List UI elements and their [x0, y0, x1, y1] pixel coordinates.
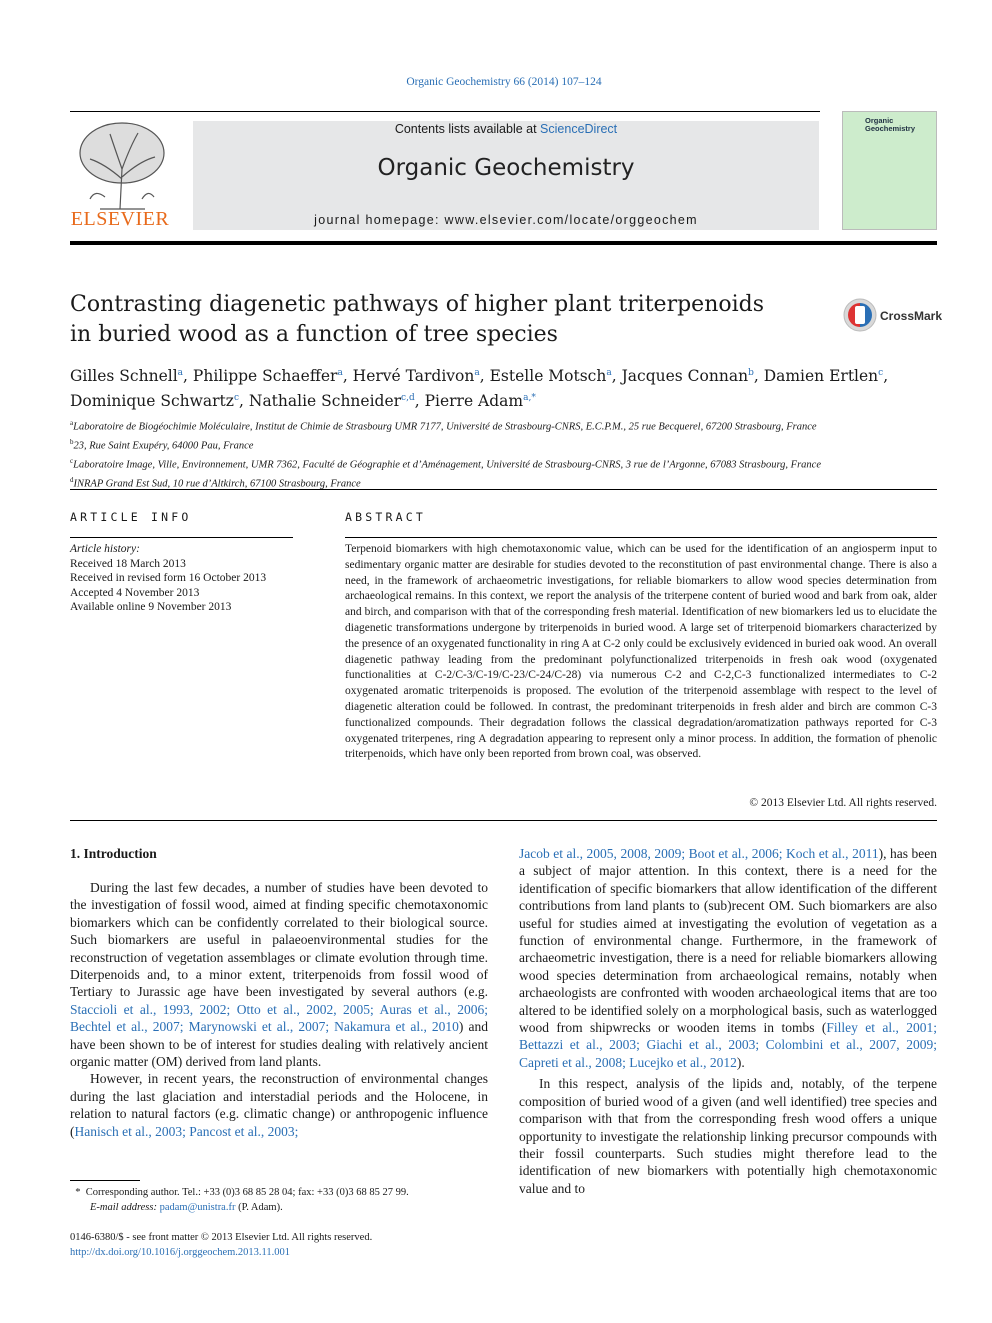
- history-accepted: Accepted 4 November 2013: [70, 586, 200, 599]
- crossmark-label: CrossMark: [880, 309, 943, 323]
- author[interactable]: Jacques Connan$^b$: [621, 367, 754, 386]
- paragraph-continued: Jacob et al., 2005, 2008, 2009; Boot et al., 2006; Koch et al., 2011), has been a subject of major attention. In this context, there is a need for the identification of specific biomarkers that allow identification of the different contributions from land plants to (sub)recent OM. Such biomarkers are also useful for studies aimed at investigating the evolution of vegetation as a function of environmental change. Furthermore, in the framework of archaeometric investigation, there is a need for reliable biomarkers allowing wood species determination from archaeological remains, notably when archaeologists are confronted with wooden archaeological items that are too altered to be identified solely on a morphological basis, such as waterlogged wood from shipwrecks or wooden items in tombs (Filley et al., 2001; Bettazzi et al., 2003; Giachi et al., 2003; Colombini et al., 2007, 2009; Capreti et al., 2008; Lucejko et al., 2012).: [519, 846, 937, 1070]
- footnote-rule: [70, 1180, 140, 1181]
- abstract-heading: ABSTRACT: [345, 510, 426, 524]
- cover-title: [865, 117, 915, 133]
- crossmark-icon: [843, 297, 877, 333]
- reference-link[interactable]: Staccioli et al., 1993, 2002; Otto et al., 2002, 2005; Auras et al., 2006; Bechtel et al., 2007; Marynowski et al., 2007; Nakamura et al., 2010: [70, 1001, 488, 1035]
- history-revised: Received in revised form 16 October 2013: [70, 572, 267, 584]
- abstract-text: Terpenoid biomarkers with high chemotaxonomic value, which can be used for the identification of an angiosperm input to sedimentary organic matter are desirable for studies devoted to the reconstitution of past environmental change. There is also a need, in the framework of archaeometric investigations, for reliable biomarkers to allow wood species determination from archaeological remains. In this context, we report the analysis of the triterpene content of buried wood and bark from oak, alder and birch, and comparison with that of the corresponding fresh material. Identification of new biomarkers led us to elucidate the diagenetic transformations undergone by triterpenoids in buried wood. A large set of triterpenoid biomarkers characterized by the presence of an oxygenated functionality in ring A at C-2 only could be exclusively evidenced in buried oak wood. An overall diagenetic pathway leading from the predominant polyfunctionalized triterpenoids in fresh oak wood (oxygenated functionalities at C-2/C-3/C-19/C-23/C-24/C-28) via numerous C-2 and C-2,C-3 functionalized intermediates to C-2 oxygenated aromatic triterpenoids is proposed. The evolution of the triterpenoid assemblage with respect to the level of diagenetic alteration could be followed. In contrast, the predominant triterpenoids in fresh alder and birch are common C-3 functionalized compounds. Their degradation follows the classical degradation/aromatization pathways reported for C-3 oxygenated triterpenes, ring A degradation appearing to represent only a minor process. In addition, the formation of phenolic triterpenoids, which have only been reported from brown coal, was observed.: [345, 543, 937, 761]
- reference-link[interactable]: Filley et al., 2001; Bettazzi et al., 2003; Giachi et al., 2003; Colombini et al., 2007, 2009; Capreti et al., 2008; Lucejko et al., 2012: [519, 1020, 937, 1070]
- section-heading-introduction: 1. Introduction: [70, 846, 157, 861]
- abstract-rule: [345, 537, 937, 538]
- journal-title: Organic Geochemistry: [377, 155, 635, 181]
- section-divider: [70, 489, 937, 490]
- journal-banner: [193, 121, 819, 230]
- article-history: [70, 542, 300, 615]
- elsevier-logo[interactable]: [70, 119, 170, 231]
- affiliations: [70, 416, 937, 492]
- reference-link[interactable]: Hanisch et al., 2003; Pancost et al., 2003;: [74, 1123, 299, 1139]
- header-thick-rule: [70, 241, 937, 245]
- author[interactable]: Estelle Motsch$^a$: [489, 367, 612, 386]
- journal-citation[interactable]: Organic Geochemistry 66 (2014) 107–124: [406, 76, 602, 88]
- abstract-bottom-rule: [70, 820, 937, 821]
- author-list: Gilles Schnell$^a$, Philippe Schaeffer$^a$, Hervé Tardivon$^a$, Estelle Motsch$^a$, Jacques Connan$^b$, Damien Ertlen$^c$, Dominique Schwartz$^c$, Nathalie Schneider$^{c,d}$, Pierre Adam$^{a,*}$: [70, 367, 889, 411]
- article-info-heading: ARTICLE INFO: [70, 510, 192, 524]
- article-title: Contrasting diagenetic pathways of higher plant triterpenoids in buried wood as a function of tree species: [70, 292, 765, 347]
- article-info-rule: [70, 537, 293, 538]
- email-note: E-mail address: padam@unistra.fr (P. Adam).: [90, 1201, 283, 1213]
- cover-title-line1: Organic: [865, 116, 894, 125]
- history-received: Received 18 March 2013: [70, 557, 186, 570]
- footnote: [70, 1186, 490, 1215]
- paragraph: During the last few decades, a number of studies have been devoted to the investigation of fossil wood, aimed at finding specific chemotaxonomic biomarkers which can be confidently correlated to their biological source. Such biomarkers are useful in palaeoenvironmental studies for the reconstruction of vegetation assemblages or climate evolution through time. Diterpenoids and, to a minor extent, triterpenoids from fossil wood of Tertiary to Jurassic age have been investigated by several authors (e.g. Staccioli et al., 1993, 2002; Otto et al., 2002, 2005; Auras et al., 2006; Bechtel et al., 2007; Marynowski et al., 2007; Nakamura et al., 2010) and have been shown to be of interest for studies dealing with relatively ancient organic matter (OM) derived from land plants.: [70, 880, 489, 1070]
- cover-title-line2: Geochemistry: [865, 124, 916, 133]
- author[interactable]: Damien Ertlen$^c$: [763, 367, 884, 386]
- affiliation: $^b$23, Rue Saint Exupéry, 64000 Pau, France: [70, 438, 254, 452]
- sciencedirect-link[interactable]: ScienceDirect: [540, 122, 618, 136]
- affiliation: $^d$INRAP Grand Est Sud, 10 rue d’Altkirch, 67100 Strasbourg, France: [70, 476, 361, 490]
- history-label: Article history:: [70, 543, 140, 555]
- affiliation: $^a$Laboratoire de Biogéochimie Moléculaire, Institut de Chimie de Strasbourg UMR 7177, Université de Strasbourg-CNRS, E.C.P.M., 25 rue Becquerel, 67200 Strasbourg, France: [70, 419, 817, 433]
- crossmark-badge[interactable]: [843, 297, 943, 337]
- email-link[interactable]: padam@unistra.fr: [159, 1201, 236, 1213]
- reference-link[interactable]: Jacob et al., 2005, 2008, 2009; Boot et al., 2006; Koch et al., 2011: [519, 846, 879, 861]
- issn-line: 0146-6380/$ - see front matter © 2013 Elsevier Ltd. All rights reserved.: [70, 1232, 373, 1243]
- body-column-left: [70, 879, 488, 1140]
- header-rule: [70, 111, 820, 112]
- author[interactable]: Philippe Schaeffer$^a$: [192, 367, 343, 386]
- doi-link[interactable]: http://dx.doi.org/10.1016/j.orggeochem.2013.11.001: [70, 1246, 291, 1258]
- body-column-right: [519, 845, 937, 1197]
- author[interactable]: Gilles Schnell$^a$: [70, 367, 184, 386]
- tree-icon: [70, 119, 170, 211]
- author[interactable]: Nathalie Schneider$^{c,d}$: [248, 392, 415, 411]
- corresponding-mark: *: [75, 1187, 81, 1198]
- corresponding-author-note: * Corresponding author. Tel.: +33 (0)3 68 85 28 04; fax: +33 (0)3 68 85 27 99.: [75, 1187, 409, 1198]
- front-matter: [70, 1231, 490, 1260]
- paragraph: In this respect, analysis of the lipids and, notably, of the terpene composition of buried wood of a given (and well identified) tree species and comparison with that from the corresponding fresh wood offers a unique opportunity to investigate the relationship linking precursor compounds with their fossil counterparts. Such studies might therefore lead to the identification of new biomarkers with potentially high chemotaxonomic value and to: [519, 1076, 937, 1196]
- history-online: Available online 9 November 2013: [70, 601, 232, 613]
- paragraph: However, in recent years, the reconstruction of environmental changes during the last glaciation and interstadial periods and the Holocene, in relation to natural factors (e.g. climatic change) or anthropogenic influence (Hanisch et al., 2003; Pancost et al., 2003;: [70, 1071, 488, 1139]
- contents-prefix: Contents lists available at: [394, 122, 541, 136]
- author[interactable]: Hervé Tardivon$^a$: [352, 367, 480, 386]
- journal-cover[interactable]: [842, 111, 937, 230]
- author[interactable]: Pierre Adam$^{a,*}$: [424, 392, 536, 411]
- affiliation: $^c$Laboratoire Image, Ville, Environnement, UMR 7362, Faculté de Géographie et d’Aménagement, Université de Strasbourg-CNRS, 3 rue de l’Argonne, 67083 Strasbourg, France: [70, 457, 822, 471]
- elsevier-wordmark: ELSEVIER: [70, 208, 170, 230]
- contents-line: [193, 122, 819, 136]
- journal-homepage[interactable]: journal homepage: www.elsevier.com/locate/orggeochem: [314, 213, 698, 227]
- abstract-copyright: © 2013 Elsevier Ltd. All rights reserved.: [749, 797, 937, 809]
- author[interactable]: Dominique Schwartz$^c$: [70, 392, 240, 411]
